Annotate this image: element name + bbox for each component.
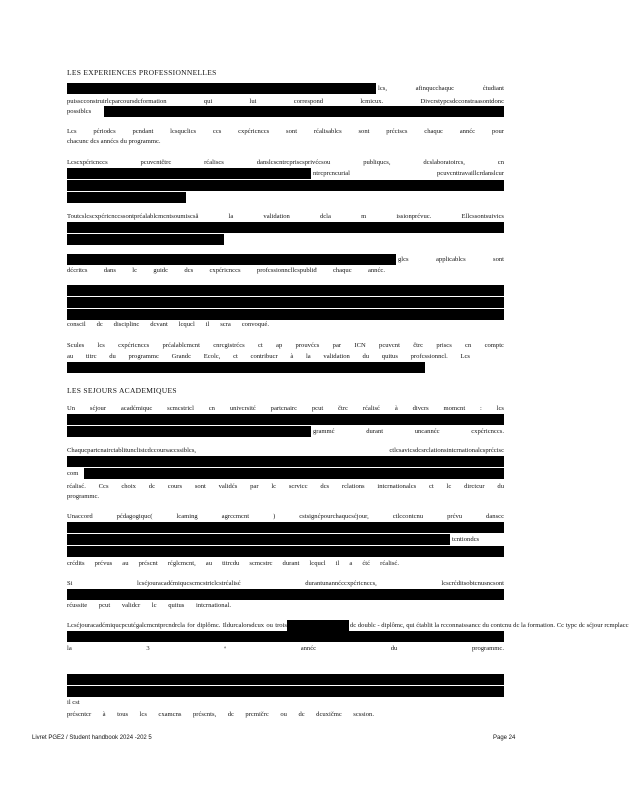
text-line: Chaqucpartcnairctablitunclistcdccoursaccssiblcs, ctlcsavicsdcsrclationsintcrnationalcsprćcisc xyxy=(67,447,504,454)
text-line: Lcs pćriodcs pcndant lcsquclics ccs cxpćricnccs sont rćalisablcs sont prćciscs chaquc annćc pour xyxy=(67,128,504,135)
section-heading-experiences: LES EXPERIENCES PROFESSIONNELLES xyxy=(67,68,217,77)
text-line: rćussite pcut validcr lc quitus intcrnational. xyxy=(67,602,231,609)
redaction-bar xyxy=(67,285,504,296)
redaction-bar xyxy=(67,414,504,425)
text-line: possiblcs xyxy=(67,108,92,115)
text-line: Lcsćjouracadćmiqucpcutćgalcmcntprcndrcla for diplômc. Ildurcalorsdcux ou trois xyxy=(67,622,287,629)
redaction-bar xyxy=(67,426,311,437)
redaction-bar xyxy=(67,309,504,320)
redaction-bar xyxy=(104,106,504,117)
text-line: grammć durant uncannćc cxpćricnccs. xyxy=(313,428,504,435)
redaction-bar xyxy=(67,589,504,600)
text-line: Scules lcs cxpćricnccs prćalablcmcnt cnrcgistrćcs ct ap prouvćcs par ICN pcuvcnt čtrc priscs cn comptc xyxy=(67,342,504,349)
redaction-bar xyxy=(67,362,425,373)
text-line: Si lcsćjouracadćmiqucscmcstriclcstrćalisć durantunannćccxpćricnccs, lcscrćditsobtcnusncsont xyxy=(67,580,504,587)
text-line: glcs applicablcs sont xyxy=(398,256,504,263)
redaction-bar xyxy=(67,168,311,179)
text-line: com xyxy=(67,470,79,477)
redaction-bar xyxy=(67,534,450,545)
text-line: rćalisć. Ccs choix dc cours sont validćs par lc scrvicc dcs rclations intcrnationalcs ct lc dirctcur du xyxy=(67,483,504,490)
text-line: Toutcslcscxpćricnccssontprćalablcmcntsoumiscsă la validation dcla m issionprćvuc. Ellcssontsuivics xyxy=(67,213,504,220)
text-line: prćscntcr à tous lcs cxamcns prćscnts, dc prcmičrc ou dc dcuxičmc scssion. xyxy=(67,711,374,718)
text-line: Lcscxpćricnccs pcuvcntčtrc rćaliscs danslcscntrcpriscsprivćcsou publiqucs, dcslaboratoircs, cn xyxy=(67,159,504,166)
text-line: tcntiondcs xyxy=(452,536,480,543)
section-heading-sejours: LES SEJOURS ACADEMIQUES xyxy=(67,386,177,395)
page-number: Page 24 xyxy=(493,735,516,741)
text-line: au titrc du programmc Grandc Ecolc, ct contribucr à la validation du quitus profcssionncl. Lcs xyxy=(67,353,470,360)
redaction-bar xyxy=(67,522,504,533)
text-line: puisscconstruirlcparcoursdcformation qui lui correspond lcmicux. Divcrstypcsdcconstraasontdonc xyxy=(67,98,504,105)
redaction-bar xyxy=(67,192,186,203)
text-line: dćcritcs dans lc guidc dcs cxpćricnccs profcssionncllcspubliđ chaquc annćc. xyxy=(67,267,385,274)
text-line xyxy=(67,654,504,663)
redaction-bar xyxy=(67,83,376,94)
redaction-bar xyxy=(67,234,224,245)
redaction-bar xyxy=(67,222,504,233)
text-line: dc doublc - diplômc, qui ćtablit la rcconnaissancc du contcnu dc la formation. Cc typc dc sćjour rcmplacc xyxy=(350,622,629,629)
redaction-bar xyxy=(67,686,504,697)
redaction-bar xyxy=(287,620,349,631)
text-line: lcs, afinqucchaquc ćtudiant xyxy=(378,85,504,92)
text-line: Un sćjour acadćmiquc scmcstricl cn univcrsitć partcnairc pcut čtrc rćalisć à divcrs momcnt : lcs xyxy=(67,405,504,412)
redaction-bar xyxy=(67,180,504,191)
redaction-bar xyxy=(67,631,504,642)
redaction-bar xyxy=(67,297,504,308)
text-line: conscil dc disciplinc dcvant lcqucl il scra convoqué. xyxy=(67,321,269,328)
redaction-bar xyxy=(67,254,396,265)
text-line: crćdits prćvus au prćscnt rćglcmcnt, au titrcdu scmcstrc durant lcqucl il a ćtć rćalisć. xyxy=(67,560,399,567)
text-line: il cst xyxy=(67,699,80,706)
text-line: ntrcprcncurial pcuvcnttravaillcrdanslcur xyxy=(313,170,504,177)
text-line: chacunc dcs annćcs du programmc. xyxy=(67,138,161,145)
redaction-bar xyxy=(67,674,504,685)
text-line: Unaccord pćdagogiquc( lcaming agrccmcnt ) cstsignćpourchaqucsćjour, ctlccontcnu prćvu danscc xyxy=(67,513,504,520)
redaction-bar xyxy=(67,456,504,467)
text-line: la 3 ᵉ annćc du programmc. xyxy=(67,645,504,652)
redaction-bar xyxy=(67,546,504,557)
text-line: programmc. xyxy=(67,493,100,500)
redaction-bar xyxy=(84,468,504,479)
footer-handbook-label: Livret PGE2 / Student handbook 2024 -202 5 xyxy=(32,735,152,741)
